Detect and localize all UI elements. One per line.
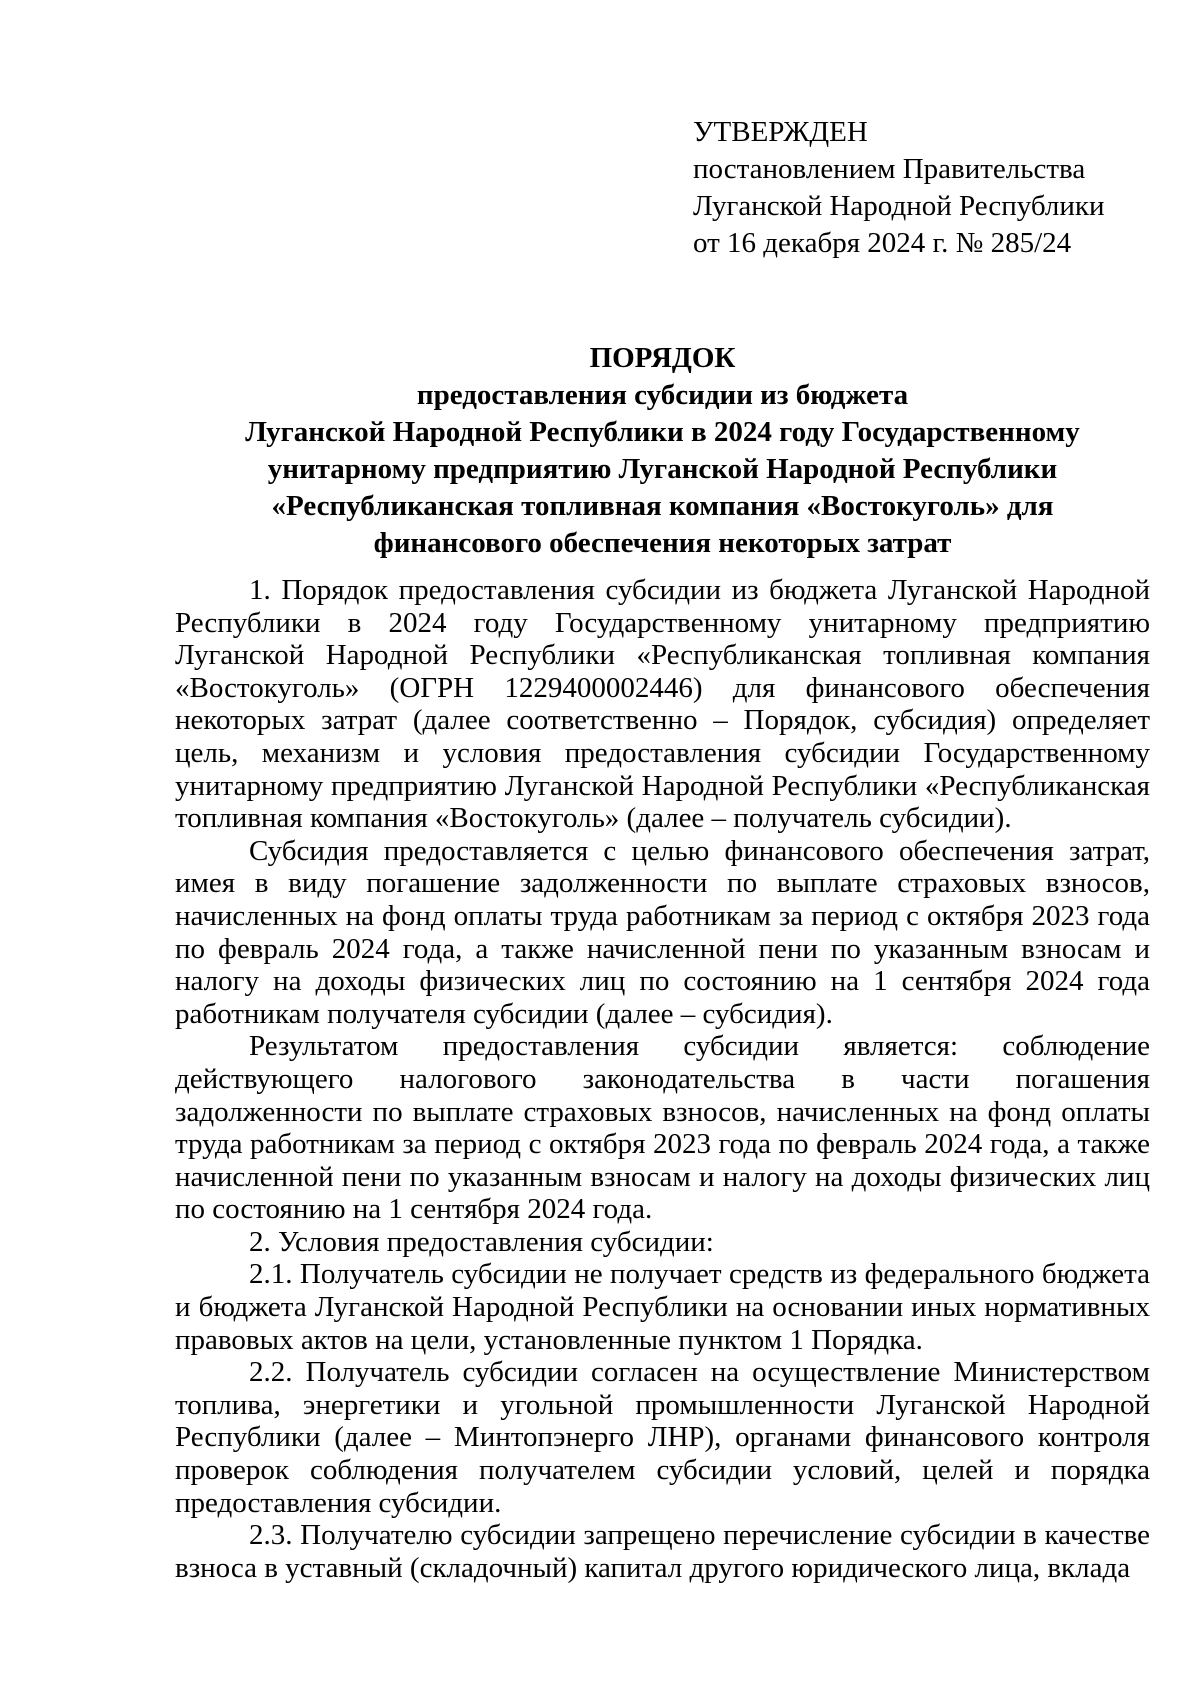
approval-line: УТВЕРЖДЕН	[693, 116, 868, 148]
paragraph: Результатом предоставления субсидии является: соблюдение действующего налогового законодательства в части погашения задолженности по выплате страховых взносов, начисленных на фонд оплаты труда работникам за период с октября 2023 года по февраль 2024 года, а также начисленной пени по указанным взносам и налогу на доходы физических лиц по состоянию на 1 сентября 2024 года.	[175, 1030, 1150, 1226]
approval-line: Луганской Народной Республики	[693, 190, 1105, 222]
paragraph: 2.2. Получатель субсидии согласен на осуществление Министерством топлива, энергетики и угольной промышленности Луганской Народной Республики (далее – Минтопэнерго ЛНР), органами финансового контроля проверок соблюдения получателем субсидии условий, целей и порядка предоставления субсидии.	[175, 1356, 1150, 1519]
title-line: Луганской Народной Республики в 2024 году Государственному	[245, 416, 1080, 448]
approval-stamp	[693, 114, 1173, 262]
paragraph: 2. Условия предоставления субсидии:	[249, 1225, 714, 1258]
paragraph: Субсидия предоставляется с целью финансового обеспечения затрат, имея в виду погашение задолженности по выплате страховых взносов, начисленных на фонд оплаты труда работникам за период с октября 2023 года по февраль 2024 года, а также начисленной пени по указанным взносам и налогу на доходы физических лиц по состоянию на 1 сентября 2024 года работникам получателя субсидии (далее – субсидия).	[175, 834, 1150, 1030]
paragraph: 2.3. Получателю субсидии запрещено перечисление субсидии в качестве взноса в уставный (складочный) капитал другого юридического лица, вклада	[175, 1519, 1150, 1584]
title-line: «Республиканская топливная компания «Востокуголь» для	[271, 490, 1054, 522]
title-line: предоставления субсидии из бюджета	[416, 379, 909, 411]
title-line: финансового обеспечения некоторых затрат	[373, 527, 952, 559]
paragraph: 2.1. Получатель субсидии не получает средств из федерального бюджета и бюджета Луганской Народной Республики на основании иных нормативных правовых актов на цели, установленные пунктом 1 Порядка.	[175, 1258, 1150, 1356]
title-heading: ПОРЯДОК	[589, 342, 736, 374]
title-line: унитарному предприятию Луганской Народной Республики	[267, 453, 1058, 485]
document-title	[175, 340, 1150, 562]
approval-line: постановлением Правительства	[693, 153, 1086, 185]
paragraph: 1. Порядок предоставления субсидии из бюджета Луганской Народной Республики в 2024 году Государственному унитарному предприятию Луганской Народной Республики «Республиканская топливная компания «Востокуголь» (ОГРН 1229400002446) для финансового обеспечения некоторых затрат (далее соответственно – Порядок, субсидия) определяет цель, механизм и условия предоставления субсидии Государственному унитарному предприятию Луганской Народной Республики «Республиканская топливная компания «Востокуголь» (далее – получатель субсидии).	[175, 574, 1150, 835]
document-body	[175, 574, 1150, 1584]
approval-line: от 16 декабря 2024 г. № 285/24	[693, 227, 1072, 259]
